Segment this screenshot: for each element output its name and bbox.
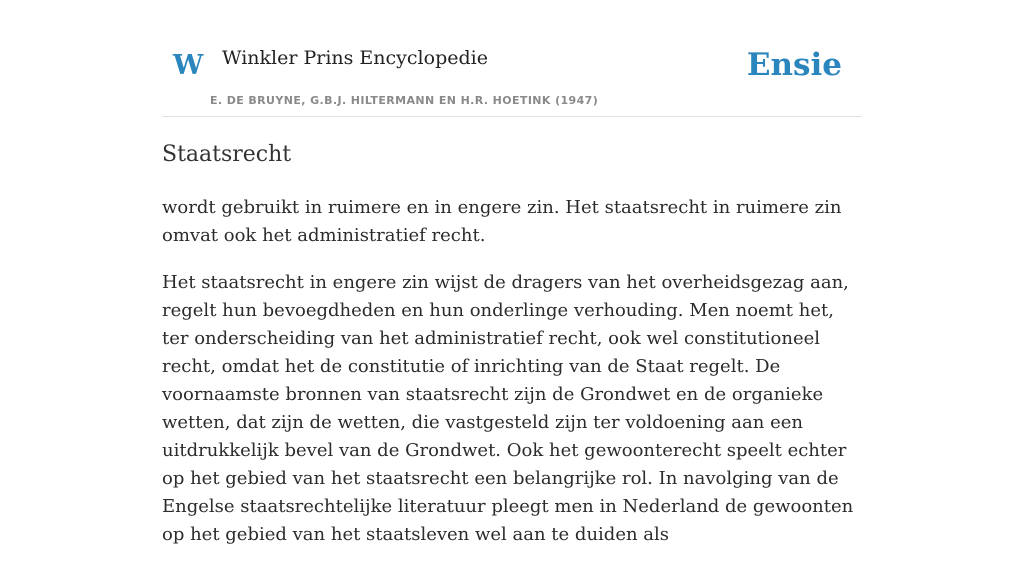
work-authors: E. DE BRUYNE, G.B.J. HILTERMANN EN H.R. HOETINK (1947) xyxy=(210,94,599,107)
page-header xyxy=(162,0,862,117)
article-paragraph: wordt gebruikt in ruimere en in engere zin. Het staatsrecht in ruimere zin omvat ook het administratief recht. xyxy=(162,197,842,246)
article-body xyxy=(162,138,862,568)
entry-title: Staatsrecht xyxy=(162,142,292,167)
ensie-brand-logo[interactable]: Ensie xyxy=(746,47,842,83)
winkler-prins-logo[interactable]: W xyxy=(173,50,204,81)
article-paragraph: Het staatsrecht in engere zin wijst de dragers van het overheidsgezag aan, regelt hun bevoegdheden en hun onderlinge verhouding. Men noemt het, ter onderscheiding van het administratief recht, ook wel constitutioneel recht, omdat het de constitutie of inrichting van de Staat regelt. De voornaamste bronnen van staatsrecht zijn de Grondwet en de organieke wetten, dat zijn de wetten, die vastgesteld zijn ter voldoening aan een uitdrukkelijk bevel van de Grondwet. Ook het gewoonterecht speelt echter op het gebied van het staatsrecht een belangrijke rol. In navolging van de Engelse staatsrechtelijke literatuur pleegt men in Nederland de gewoonten op het gebied van het staatsleven wel aan te duiden als xyxy=(162,272,854,545)
work-title[interactable]: Winkler Prins Encyclopedie xyxy=(222,47,488,69)
